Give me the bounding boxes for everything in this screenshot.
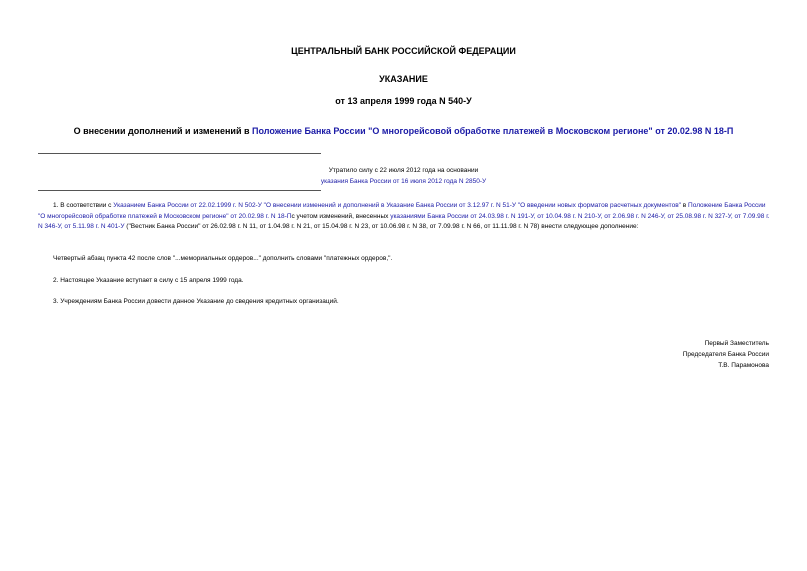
signature-title: Председателя Банка России [682,351,769,358]
repeal-instruction-link[interactable]: указания Банка России от 16 июля 2012 года N 2850-У [320,178,487,185]
p1-text-3: с учетом изменений, внесенных [291,212,391,220]
amending-instructions-link[interactable]: указаниями Банка России от 24.03.98 г. N 191-У, от 10.04.98 г. N 210-У, от 2.06.98 г. N 246-У, от 25.08.98 г. N 327-У, от 7.09.98 г. N 346-У, от 5.11.98 г. N 401-У [38,212,770,230]
status-link-line [0,176,807,187]
document-type-heading: УКАЗАНИЕ [379,74,428,84]
paragraph-1 [38,201,770,233]
amendment-text: Четвертый абзац пункта 42 после слов "...мемориальных ордеров..." дополнить словами "платежных ордеров,". [53,255,393,262]
paragraph-3: 3. Учреждениям Банка России довести данное Указание до сведения кредитных организаций. [53,298,339,305]
divider-top [38,153,321,154]
signature-position: Первый Заместитель [704,340,769,347]
title-prefix: О внесении дополнений и изменений в [73,126,253,136]
paragraph-2: 2. Настоящее Указание вступает в силу с 15 апреля 1999 года. [53,277,244,284]
document-date-heading: от 13 апреля 1999 года N 540-У [335,96,472,106]
organization-heading: ЦЕНТРАЛЬНЫЙ БАНК РОССИЙСКОЙ ФЕДЕРАЦИИ [291,46,516,56]
p1-text-4: ("Вестник Банка России" от 26.02.98 г. N 11, от 1.04.98 г. N 21, от 15.04.98 г. N 23, от 10.06.98 г. N 38, от 7.09.98 г. N 66, от 11.11.98 г. N 78) внести следующее дополнение: [124,223,639,230]
instruction-502-link[interactable]: Указанием Банка России от 22.02.1999 г. N 502-У "О внесении изменений и дополнений в Указание Банка России от 3.12.97 г. N 51-У "О введении новых форматов расчетных документов" [113,202,681,209]
signature-name: Т.В. Парамонова [718,362,769,369]
divider-bottom [38,190,321,191]
title-regulation-link[interactable]: Положение Банка России "О многорейсовой обработке платежей в Московском регионе" от 20.02.98 N 18-П [252,126,734,136]
p1-text-2: в [680,202,689,209]
regulation-18p-link[interactable]: Положение Банка России "О многорейсовой обработке платежей в Московском регионе" от 20.02.98 г. N 18-П [38,202,766,220]
p1-text-1: 1. В соответствии с [53,202,114,209]
document-title [0,126,807,136]
status-note: Утратило силу с 22 июля 2012 года на основании [328,167,479,174]
